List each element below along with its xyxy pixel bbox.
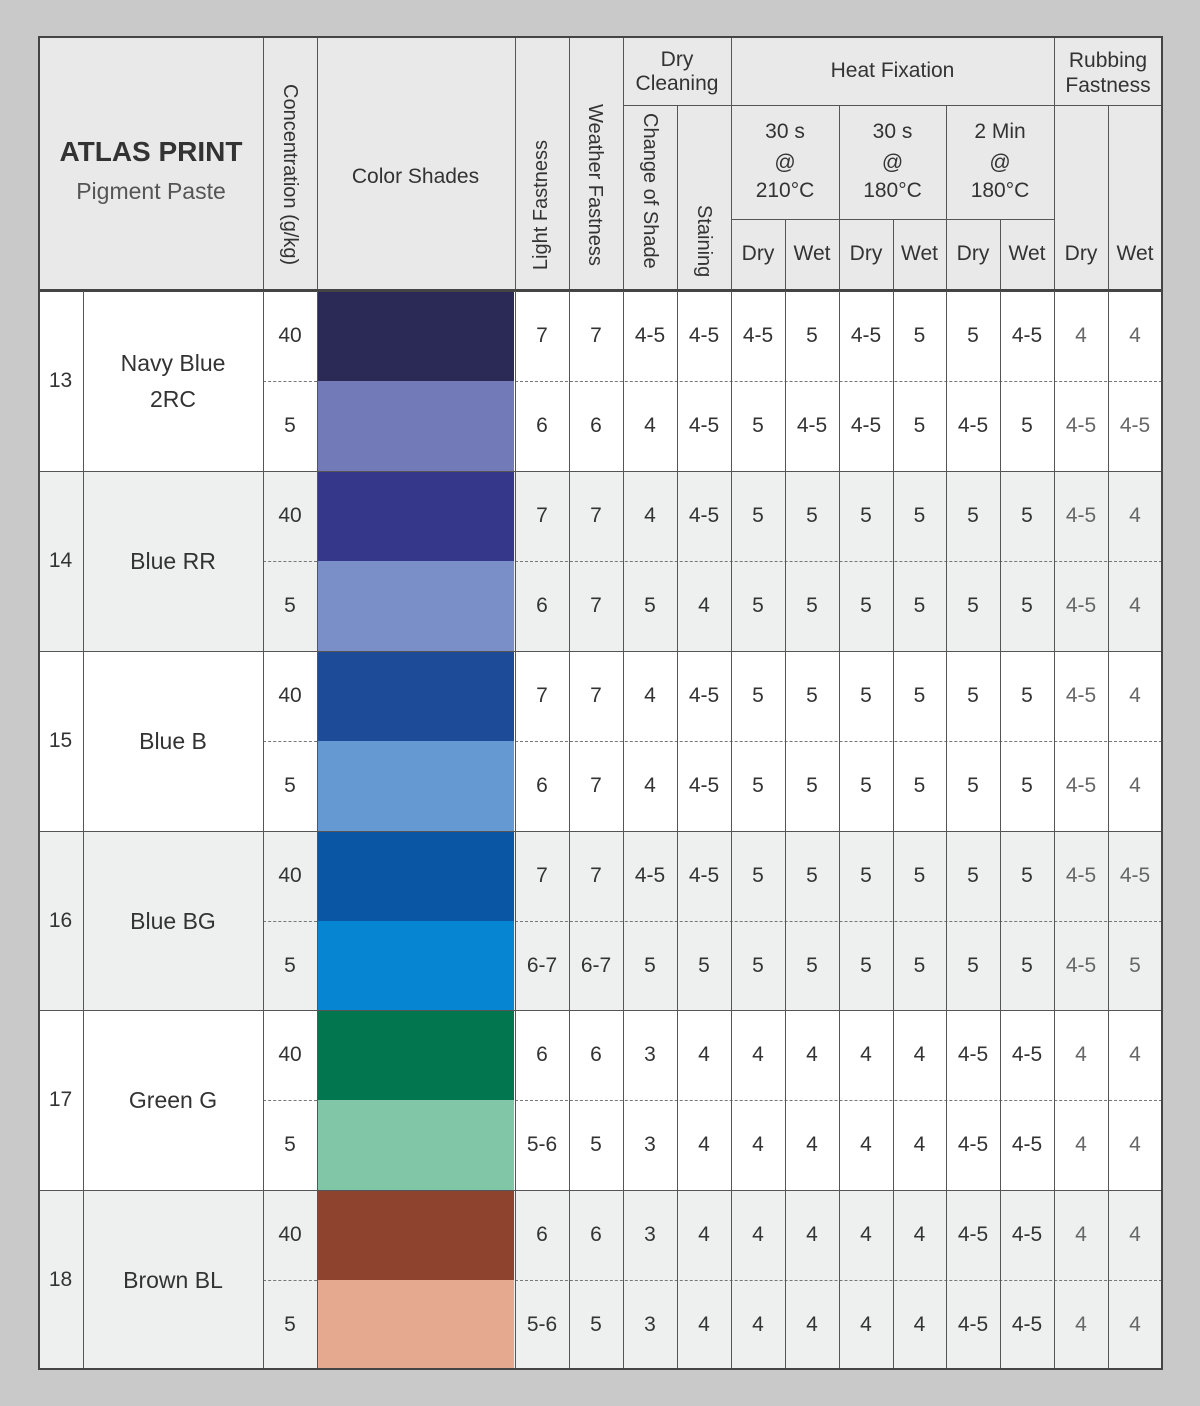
fastness-value: 4-5 bbox=[688, 324, 720, 347]
fastness-value: 4 bbox=[644, 684, 656, 707]
fastness-value: 4-5 bbox=[957, 1133, 989, 1156]
dry-cleaning-header: Dry Cleaning bbox=[635, 48, 719, 95]
heat-group-time: 2 Min bbox=[974, 120, 1026, 143]
fastness-value: 5 bbox=[1021, 953, 1033, 977]
fastness-value: 5 bbox=[913, 953, 926, 977]
fastness-value: 5 bbox=[1021, 684, 1033, 707]
fastness-value: 4-5 bbox=[688, 414, 720, 437]
fastness-value: 5 bbox=[1021, 864, 1033, 887]
fastness-value: 4-5 bbox=[957, 1043, 989, 1066]
fastness-value: 5 bbox=[860, 684, 872, 707]
fastness-value: 6 bbox=[590, 414, 602, 437]
concentration-value: 5 bbox=[284, 953, 296, 977]
fastness-value: 5 bbox=[1021, 774, 1033, 797]
fastness-value: 5 bbox=[806, 864, 818, 887]
fastness-value: 5 bbox=[752, 594, 764, 617]
fastness-value: 5 bbox=[806, 953, 818, 977]
concentration-value: 40 bbox=[278, 864, 302, 887]
fastness-value: 4-5 bbox=[688, 504, 720, 527]
fastness-value: 4 bbox=[698, 1312, 710, 1336]
fastness-value: 4-5 bbox=[634, 864, 666, 887]
concentration-header: Concentration (g/kg) bbox=[279, 84, 301, 266]
fastness-value: 5-6 bbox=[526, 1133, 558, 1156]
brand-title: ATLAS PRINT bbox=[59, 136, 243, 167]
fastness-value: 5 bbox=[913, 594, 926, 617]
fastness-value: 5 bbox=[644, 594, 656, 617]
heat-group-temperature: 180°C bbox=[970, 179, 1030, 202]
light-fastness-header: Light Fastness bbox=[530, 140, 552, 271]
fastness-value: 7 bbox=[590, 774, 602, 797]
concentration-value: 40 bbox=[278, 684, 302, 707]
fastness-value: 5 bbox=[806, 504, 818, 527]
product-name-line: Navy Blue bbox=[120, 350, 226, 376]
brand-subtitle: Pigment Paste bbox=[76, 177, 226, 204]
fastness-value: 4 bbox=[806, 1043, 818, 1066]
fastness-value: 6 bbox=[536, 414, 548, 437]
product-name-line: Blue BG bbox=[130, 907, 216, 934]
fastness-value: 4-5 bbox=[688, 774, 720, 797]
fastness-value: 5 bbox=[752, 414, 764, 437]
fastness-value: 3 bbox=[644, 1223, 656, 1246]
fastness-value: 4-5 bbox=[850, 414, 882, 437]
fastness-value: 5 bbox=[698, 953, 710, 977]
fastness-value: 5 bbox=[806, 324, 818, 347]
fastness-value: 7 bbox=[590, 324, 602, 347]
fastness-value: 5-6 bbox=[526, 1312, 558, 1336]
fastness-value: 4 bbox=[806, 1133, 818, 1156]
fastness-value: 4-5 bbox=[1011, 1133, 1043, 1156]
wet-label: Wet bbox=[1008, 242, 1046, 265]
fastness-value: 5 bbox=[806, 684, 818, 707]
fastness-value: 4 bbox=[698, 594, 710, 617]
concentration-value: 40 bbox=[278, 1043, 302, 1066]
fastness-value: 4-5 bbox=[1119, 864, 1151, 887]
fastness-value: 7 bbox=[590, 594, 602, 617]
fastness-value: 5 bbox=[752, 504, 764, 527]
heat-group-at: @ bbox=[989, 151, 1011, 174]
product-number: 13 bbox=[48, 369, 73, 392]
fastness-value: 6 bbox=[590, 1223, 602, 1246]
fastness-value: 4 bbox=[1075, 1043, 1087, 1066]
fastness-value: 4-5 bbox=[957, 414, 989, 437]
fastness-value: 5 bbox=[967, 864, 979, 887]
fastness-value: 4 bbox=[806, 1223, 818, 1246]
fastness-value: 4-5 bbox=[1065, 594, 1097, 617]
heat-group-temperature: 210°C bbox=[755, 179, 815, 202]
product-name-line: Blue B bbox=[139, 728, 207, 754]
dry-label: Dry bbox=[1064, 242, 1098, 265]
heat-group-time: 30 s bbox=[765, 120, 805, 143]
fastness-value: 5 bbox=[590, 1312, 602, 1336]
product-number: 14 bbox=[48, 549, 73, 572]
fastness-value: 4 bbox=[1129, 594, 1141, 617]
fastness-value: 6-7 bbox=[526, 953, 558, 977]
fastness-value: 4-5 bbox=[1065, 684, 1097, 707]
fastness-value: 6 bbox=[536, 594, 548, 617]
fastness-value: 6-7 bbox=[580, 953, 612, 977]
fastness-value: 5 bbox=[860, 953, 872, 977]
fastness-value: 4-5 bbox=[957, 1223, 989, 1246]
fastness-value: 7 bbox=[590, 864, 602, 887]
wet-label: Wet bbox=[1116, 242, 1154, 265]
fastness-value: 3 bbox=[644, 1043, 656, 1066]
fastness-value: 6 bbox=[590, 1043, 602, 1066]
concentration-value: 40 bbox=[278, 324, 302, 347]
fastness-value: 4 bbox=[698, 1043, 710, 1066]
wet-label: Wet bbox=[901, 242, 938, 265]
fastness-value: 5 bbox=[913, 324, 926, 347]
concentration-value: 5 bbox=[284, 1312, 296, 1336]
fastness-value: 5 bbox=[806, 594, 818, 617]
fastness-value: 4 bbox=[752, 1312, 764, 1336]
fastness-value: 4 bbox=[752, 1223, 764, 1246]
fastness-value: 5 bbox=[860, 504, 872, 527]
fastness-value: 7 bbox=[590, 684, 602, 707]
fastness-value: 5 bbox=[913, 684, 926, 707]
fastness-value: 7 bbox=[536, 864, 548, 887]
fastness-value: 4 bbox=[644, 774, 656, 797]
fastness-value: 4 bbox=[1129, 504, 1141, 527]
fastness-value: 4 bbox=[698, 1223, 710, 1246]
fastness-value: 5 bbox=[967, 324, 979, 347]
fastness-value: 5 bbox=[913, 774, 926, 797]
fastness-value: 4-5 bbox=[957, 1312, 989, 1336]
fastness-value: 4-5 bbox=[688, 864, 720, 887]
fastness-value: 4 bbox=[1129, 684, 1141, 707]
fastness-value: 6 bbox=[536, 774, 548, 797]
fastness-value: 5 bbox=[967, 684, 979, 707]
change-of-shade-header: Change of Shade bbox=[639, 113, 661, 269]
heat-group-time: 30 s bbox=[872, 120, 913, 143]
fastness-value: 4 bbox=[644, 504, 656, 527]
fastness-value: 4 bbox=[860, 1223, 872, 1246]
fastness-value: 5 bbox=[913, 414, 926, 437]
fastness-value: 4-5 bbox=[1011, 324, 1043, 347]
fastness-value: 5 bbox=[752, 864, 764, 887]
product-name-line: 2RC bbox=[149, 386, 196, 412]
fastness-value: 4 bbox=[806, 1312, 818, 1336]
product-name-line: Brown BL bbox=[123, 1266, 223, 1293]
product-number: 18 bbox=[48, 1267, 73, 1291]
fastness-value: 5 bbox=[913, 864, 926, 887]
fastness-value: 4 bbox=[860, 1133, 872, 1156]
fastness-value: 4 bbox=[1129, 1223, 1141, 1246]
fastness-value: 5 bbox=[967, 504, 979, 527]
heat-group-temperature: 180°C bbox=[863, 179, 922, 202]
concentration-value: 40 bbox=[278, 504, 302, 527]
dry-label: Dry bbox=[741, 242, 775, 265]
fastness-value: 4 bbox=[860, 1312, 872, 1336]
concentration-value: 5 bbox=[284, 1133, 296, 1156]
fastness-value: 4 bbox=[1129, 1312, 1141, 1336]
fastness-value: 3 bbox=[644, 1312, 656, 1336]
fastness-value: 4 bbox=[1075, 324, 1087, 347]
weather-fastness-header: Weather Fastness bbox=[584, 104, 606, 266]
fastness-value: 5 bbox=[644, 953, 656, 977]
fastness-value: 5 bbox=[860, 864, 872, 887]
staining-header: Staining bbox=[693, 205, 715, 278]
fastness-value: 4-5 bbox=[1119, 414, 1151, 437]
fastness-value: 4-5 bbox=[1065, 864, 1097, 887]
fastness-value: 7 bbox=[590, 504, 602, 527]
fastness-value: 5 bbox=[752, 684, 764, 707]
fastness-value: 5 bbox=[590, 1133, 602, 1156]
concentration-value: 40 bbox=[278, 1223, 302, 1246]
fastness-value: 4-5 bbox=[1065, 774, 1097, 797]
fastness-value: 4-5 bbox=[1065, 953, 1097, 977]
heat-group-at: @ bbox=[881, 151, 904, 174]
fastness-value: 4-5 bbox=[850, 324, 882, 347]
fastness-value: 7 bbox=[536, 324, 548, 347]
fastness-value: 4-5 bbox=[1065, 414, 1097, 437]
product-number: 17 bbox=[48, 1088, 73, 1111]
fastness-value: 5 bbox=[967, 594, 979, 617]
heat-group-at: @ bbox=[774, 151, 796, 174]
fastness-value: 5 bbox=[860, 774, 872, 797]
concentration-value: 5 bbox=[284, 774, 296, 797]
fastness-value: 5 bbox=[1021, 414, 1033, 437]
fastness-value: 5 bbox=[1129, 953, 1141, 977]
fastness-value: 4-5 bbox=[1065, 504, 1097, 527]
fastness-value: 5 bbox=[806, 774, 818, 797]
rubbing-fastness-header: Rubbing Fastness bbox=[1065, 49, 1151, 97]
fastness-value: 4 bbox=[1075, 1133, 1087, 1156]
wet-label: Wet bbox=[793, 242, 831, 265]
fastness-value: 3 bbox=[644, 1133, 656, 1156]
heat-fixation-header: Heat Fixation bbox=[830, 59, 955, 82]
fastness-value: 4 bbox=[913, 1133, 926, 1156]
fastness-value: 5 bbox=[860, 594, 872, 617]
fastness-value: 4-5 bbox=[1011, 1223, 1043, 1246]
fastness-value: 4-5 bbox=[796, 414, 828, 437]
fastness-value: 4 bbox=[1129, 1043, 1141, 1066]
product-name-line: Green G bbox=[128, 1087, 218, 1113]
fastness-value: 5 bbox=[967, 953, 979, 977]
fastness-value: 5 bbox=[752, 953, 764, 977]
fastness-value: 4-5 bbox=[1011, 1312, 1043, 1336]
concentration-value: 5 bbox=[284, 594, 296, 617]
fastness-value: 4 bbox=[1075, 1223, 1087, 1246]
dry-label: Dry bbox=[849, 242, 883, 265]
fastness-value: 4 bbox=[1129, 324, 1141, 347]
fastness-value: 5 bbox=[1021, 504, 1033, 527]
fastness-value: 6 bbox=[536, 1043, 548, 1066]
fastness-value: 4 bbox=[752, 1133, 764, 1156]
fastness-value: 7 bbox=[536, 684, 548, 707]
fastness-value: 4-5 bbox=[634, 324, 666, 347]
product-name-line: Blue RR bbox=[130, 548, 216, 574]
dry-label: Dry bbox=[956, 242, 990, 265]
fastness-value: 4 bbox=[913, 1312, 926, 1336]
fastness-value: 5 bbox=[1021, 594, 1033, 617]
fastness-value: 4 bbox=[752, 1043, 764, 1066]
fastness-value: 4 bbox=[1129, 774, 1141, 797]
fastness-value: 6 bbox=[536, 1223, 548, 1246]
fastness-value: 7 bbox=[536, 504, 548, 527]
fastness-value: 4 bbox=[913, 1223, 926, 1246]
color-shades-header: Color Shades bbox=[351, 165, 480, 188]
fastness-value: 4-5 bbox=[742, 324, 774, 347]
fastness-value: 4-5 bbox=[1011, 1043, 1043, 1066]
fastness-value: 4 bbox=[1075, 1312, 1087, 1336]
fastness-value: 4-5 bbox=[688, 684, 720, 707]
fastness-value: 4 bbox=[860, 1043, 872, 1066]
fastness-value: 5 bbox=[913, 504, 926, 527]
concentration-value: 5 bbox=[284, 414, 296, 437]
fastness-value: 5 bbox=[752, 774, 764, 797]
product-number: 16 bbox=[48, 908, 73, 932]
product-number: 15 bbox=[48, 729, 73, 752]
fastness-value: 4 bbox=[644, 414, 656, 437]
fastness-value: 4 bbox=[698, 1133, 710, 1156]
fastness-value: 5 bbox=[967, 774, 979, 797]
fastness-value: 4 bbox=[1129, 1133, 1141, 1156]
fastness-value: 4 bbox=[913, 1043, 926, 1066]
